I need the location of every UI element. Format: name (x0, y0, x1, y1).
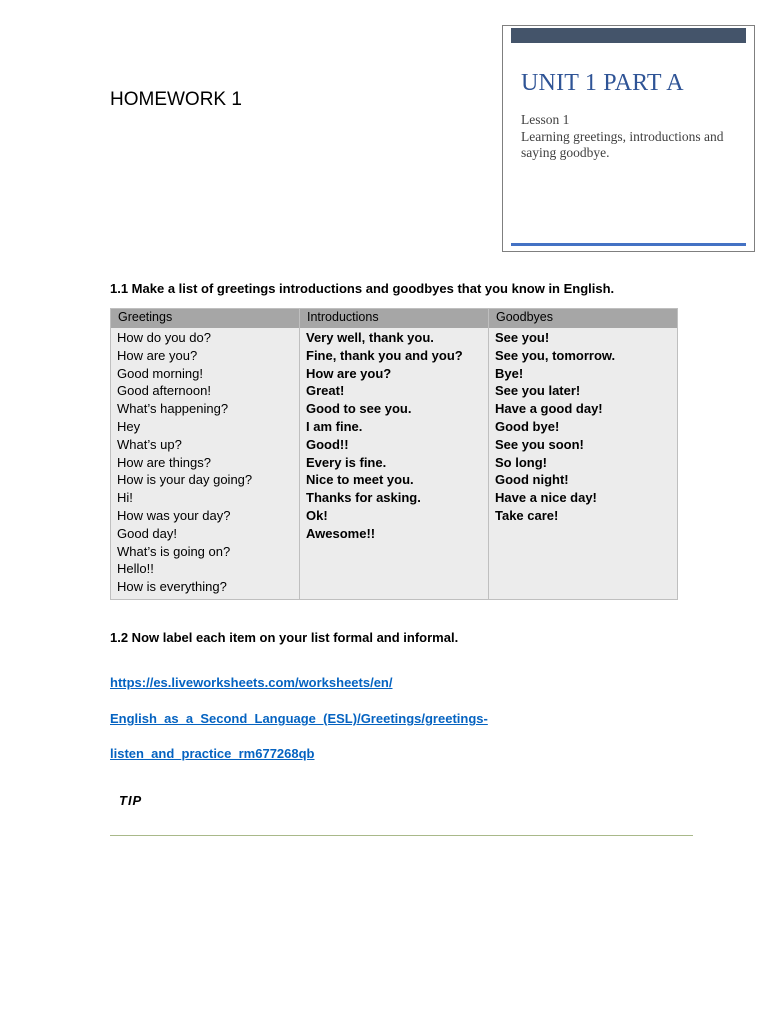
table-header-introductions: Introductions (307, 310, 379, 324)
list-item: I am fine. (306, 418, 363, 434)
list-item: Good day! (117, 525, 177, 541)
list-item: Good morning! (117, 365, 203, 381)
list-item: Good to see you. (306, 401, 412, 417)
list-item: Fine, thank you and you? (306, 347, 463, 363)
list-item: Every is fine. (306, 454, 387, 470)
introductions-list (306, 329, 463, 543)
list-item: Thanks for asking. (306, 490, 421, 506)
list-item: Hello!! (117, 561, 154, 577)
list-item: Great! (306, 383, 345, 399)
table-column-introductions (300, 309, 489, 599)
list-item: See you! (495, 330, 550, 345)
list-item: Ok! (306, 507, 328, 523)
list-item: Have a good day! (495, 401, 603, 417)
greetings-list (117, 329, 252, 596)
list-item: So long! (495, 454, 547, 470)
list-item: Have a nice day! (495, 490, 597, 506)
list-item: See you, tomorrow. (495, 347, 616, 363)
list-item: How was your day? (117, 507, 231, 523)
list-item: What’s is going on? (117, 543, 231, 559)
unit-info-box (502, 25, 755, 252)
list-item: How are things? (117, 454, 211, 470)
list-item: Very well, thank you. (306, 330, 434, 345)
list-item: Hi! (117, 490, 133, 506)
list-item: Good night! (495, 472, 569, 488)
list-item: Bye! (495, 365, 524, 381)
list-item: How are you? (117, 347, 198, 363)
lesson-label: Lesson 1 (521, 112, 570, 127)
worksheet-link-line-3[interactable]: listen_and_practice_rm677268qb (110, 746, 315, 761)
list-item: Take care! (495, 507, 559, 523)
list-item: Good!! (306, 436, 349, 452)
list-item: Good bye! (495, 418, 560, 434)
list-item: Hey (117, 418, 141, 434)
list-item: What’s up? (117, 436, 182, 452)
list-item: Good afternoon! (117, 383, 211, 399)
list-item: Awesome!! (306, 525, 376, 541)
list-item: How is everything? (117, 579, 227, 595)
homework-title: HOMEWORK 1 (110, 89, 242, 110)
table-column-greetings (111, 309, 300, 599)
worksheet-link-line-2[interactable]: English_as_a_Second_Language_(ESL)/Greetings/greetings- (110, 711, 488, 726)
divider-line (110, 835, 693, 836)
list-item: How is your day going? (117, 472, 253, 488)
lesson-description: Learning greetings, introductions and saying goodbye. (521, 128, 724, 160)
table-header-goodbyes: Goodbyes (496, 310, 553, 324)
list-item: See you soon! (495, 436, 584, 452)
unit-box-top-bar (511, 28, 746, 43)
vocabulary-table (110, 308, 678, 600)
tip-label: TIP (119, 793, 143, 808)
worksheet-link-line-1[interactable]: https://es.liveworksheets.com/worksheets/en/ (110, 675, 393, 690)
list-item: How are you? (306, 365, 392, 381)
list-item: Nice to meet you. (306, 472, 414, 488)
unit-title: UNIT 1 PART A (521, 70, 684, 96)
unit-lesson-text (521, 112, 747, 162)
list-item: How do you do? (117, 330, 211, 345)
question-2: 1.2 Now label each item on your list formal and informal. (110, 630, 459, 645)
table-header-greetings: Greetings (118, 310, 173, 324)
list-item: What’s happening? (117, 401, 229, 417)
unit-box-bottom-bar (511, 243, 746, 246)
list-item: See you later! (495, 383, 581, 399)
goodbyes-list (495, 329, 615, 525)
table-column-goodbyes (489, 309, 678, 599)
question-1: 1.1 Make a list of greetings introductions and goodbyes that you know in English. (110, 281, 615, 296)
